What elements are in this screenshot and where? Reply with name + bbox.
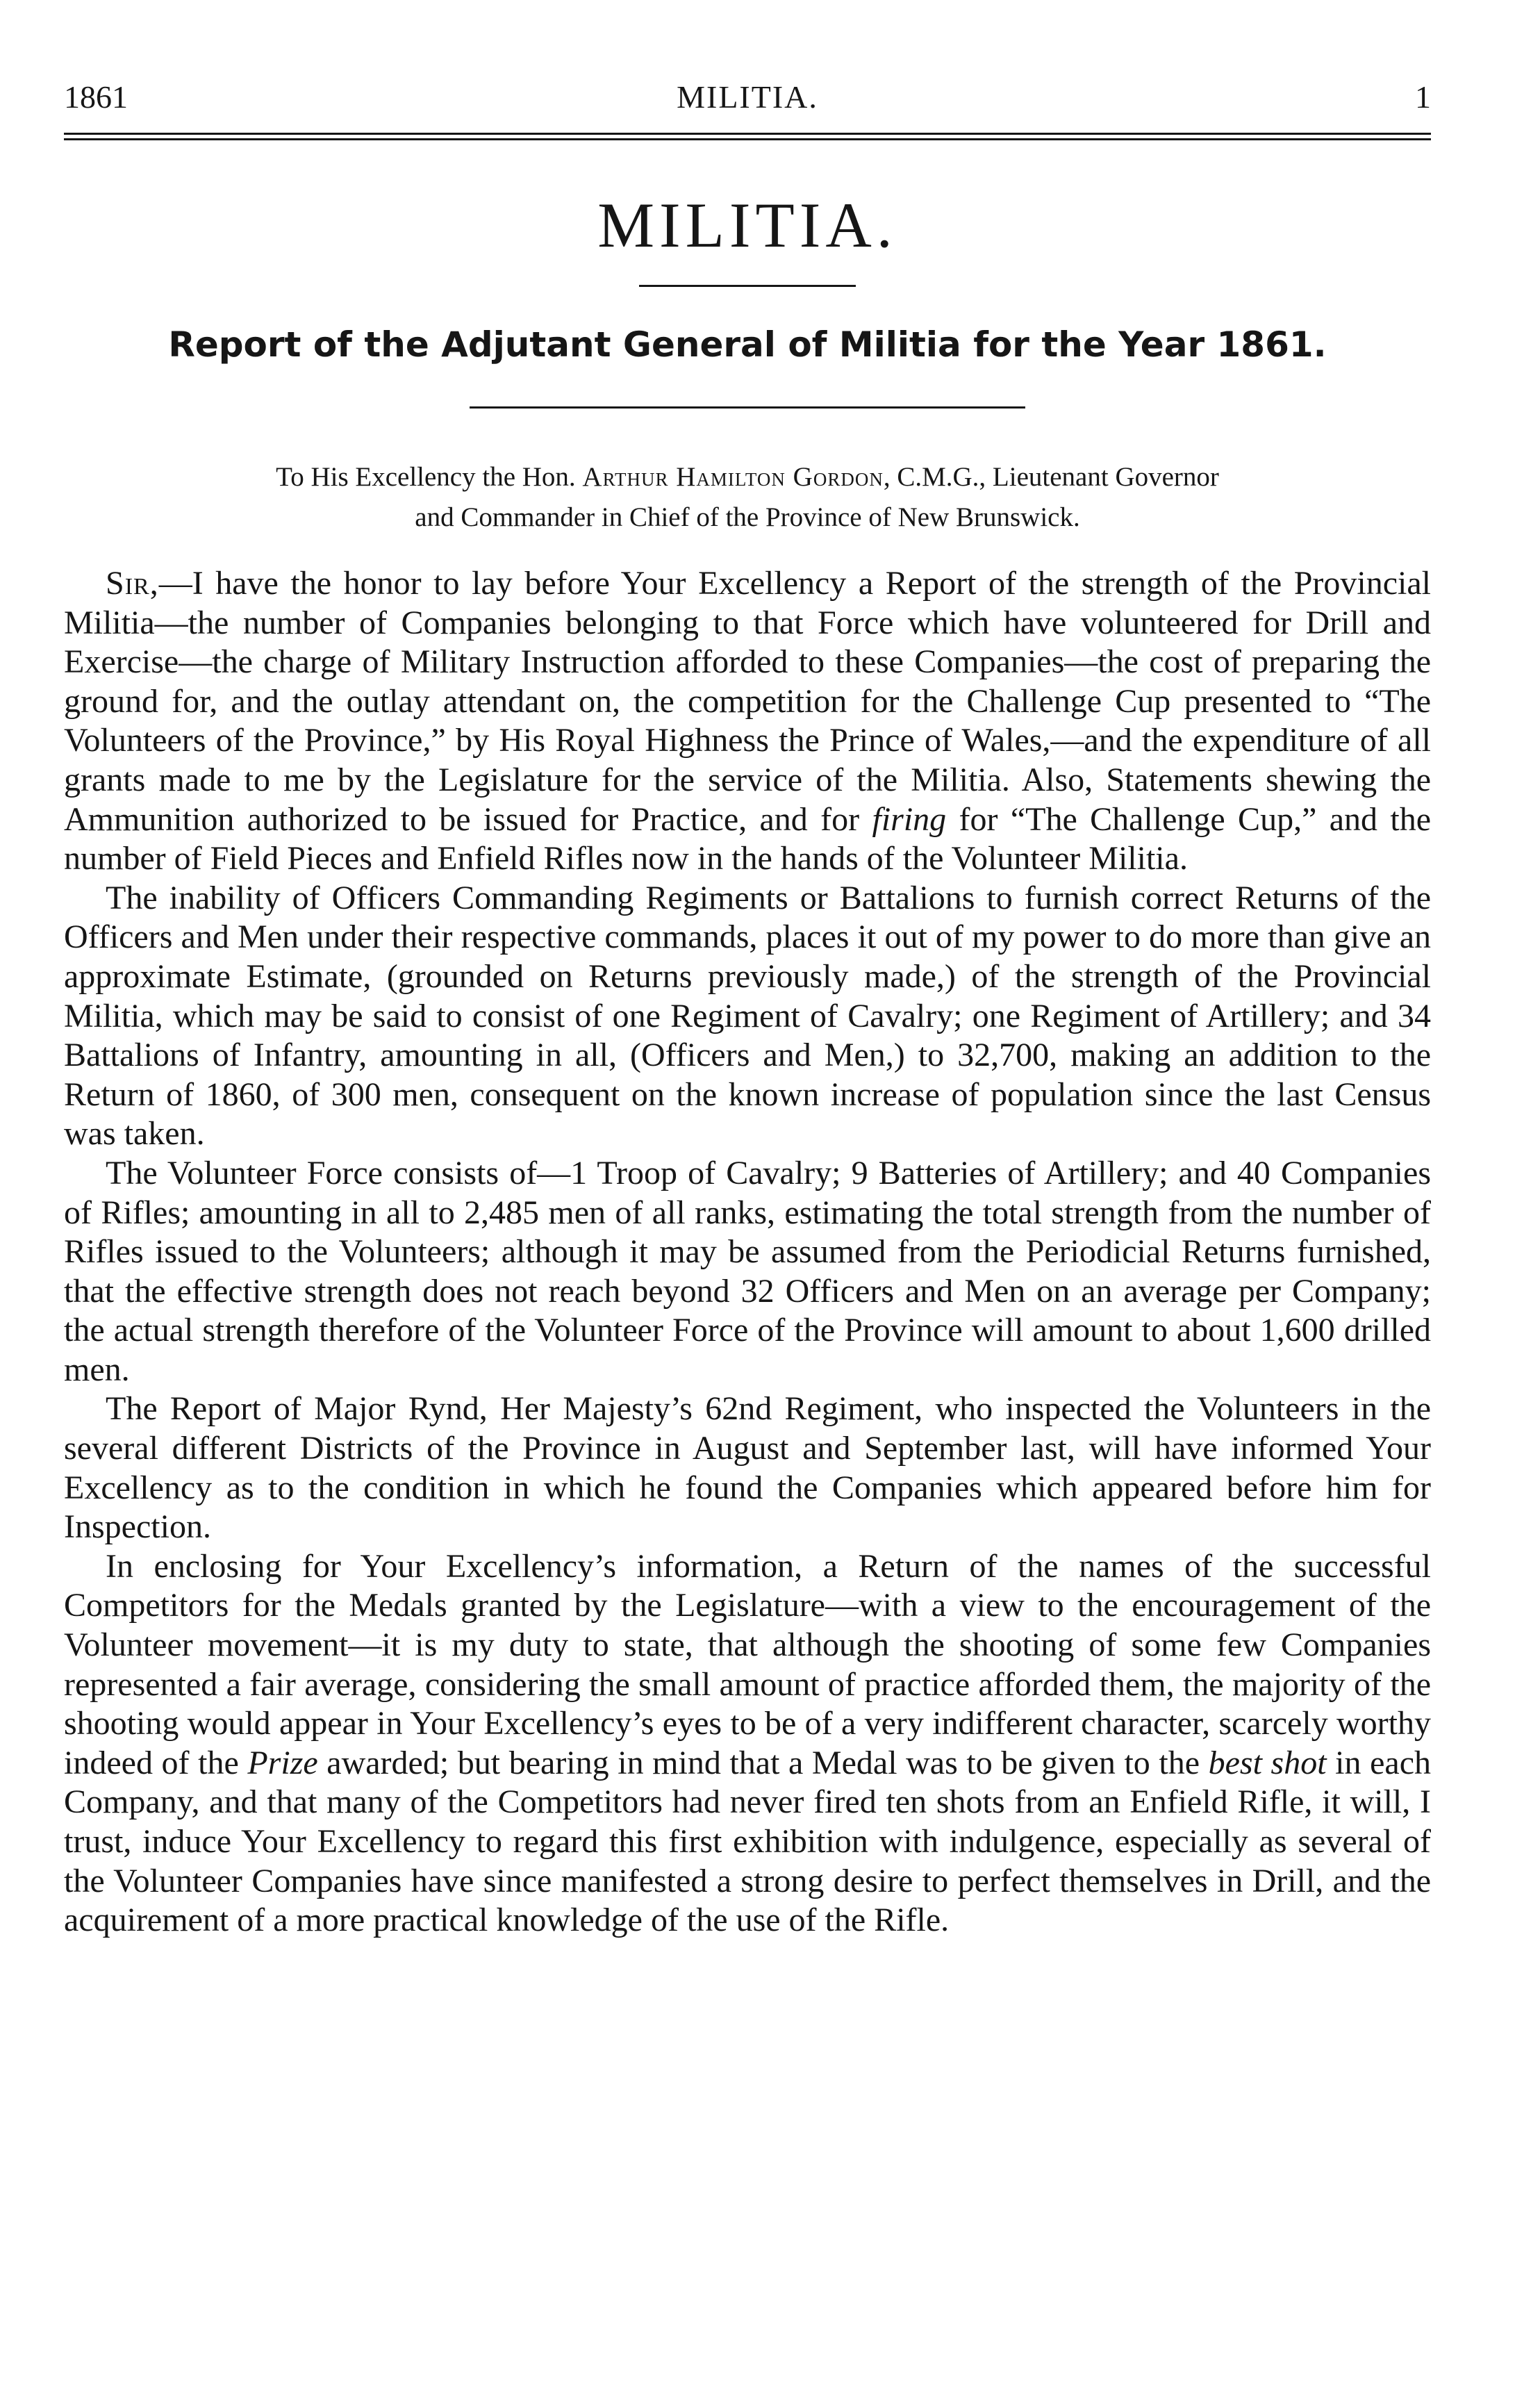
- address-line-2: and Commander in Chief of the Province of New Brunswick.: [415, 502, 1080, 532]
- report-subtitle: Report of the Adjutant General of Militia for the Year 1861.: [168, 324, 1327, 365]
- paragraph-1-text-b: for “The Challenge Cup,” and the number of Field Pieces and Enfield Rifles now in the hands of the Volunteer Militia.: [64, 800, 1432, 877]
- running-head: [64, 73, 1431, 122]
- paragraph-3: The Volunteer Force consists of—1 Troop of Cavalry; 9 Batteries of Artillery; and 40 Companies of Rifles; amounting in all to 2,485 men of all ranks, estimating the total strength from the number of Rifles issued to the Volunteers; although it may be assumed from the Periodicial Returns furnished, that the effective strength does not reach beyond 32 Officers and Men on an average per Company; the actual strength therefore of the Volunteer Force of the Province will amount to about 1,600 drilled men.: [64, 1154, 1431, 1388]
- header-double-rule: [64, 133, 1431, 140]
- address-prefix: To His Excellency the Hon.: [276, 462, 583, 492]
- page-number: 1: [1415, 79, 1431, 115]
- paragraph-5-text-c: in each Company, and that many of the Competitors had never fired ten shots from an Enfield Rifle, it will, I trust, induce Your Excellency to regard this first exhibition with indulgence, especially as several of the Volunteer Companies have since manifested a strong desire to perfect themselves in Drill, and the acquirement of a more practical knowledge of the use of the Rifle.: [64, 1744, 1432, 1939]
- page-title: MILITIA.: [597, 190, 897, 261]
- subtitle-rule: [470, 406, 1025, 409]
- paragraph-5-emphasis-best-shot: best shot: [1208, 1744, 1327, 1781]
- running-head-title: MILITIA.: [677, 79, 818, 115]
- address-suffix: , C.M.G., Lieutenant Governor: [883, 462, 1219, 492]
- running-head-year: 1861: [64, 79, 128, 115]
- paragraph-1: [64, 564, 1431, 879]
- paragraph-5: [64, 1547, 1431, 1940]
- paragraph-4: The Report of Major Rynd, Her Majesty’s 62nd Regiment, who inspected the Volunteers in the several different Districts of the Province in August and September last, will have informed Your Excellency as to the condition in which he found the Companies which appeared before him for Inspection.: [64, 1390, 1431, 1546]
- paragraph-2: The inability of Officers Commanding Regiments or Battalions to furnish correct Returns of the Officers and Men under their respective commands, places it out of my power to do more than give an approximate Estimate, (grounded on Returns previously made,) of the strength of the Provincial Militia, which may be said to consist of one Regiment of Cavalry; one Regiment of Artillery; and 34 Battalions of Infantry, amounting in all, (Officers and Men,) to 32,700, making an addition to the Return of 1860, of 300 men, consequent on the known increase of population since the last Census was taken.: [64, 879, 1431, 1153]
- address-line-1: [64, 457, 1431, 497]
- document-page: [64, 73, 1431, 1940]
- paragraph-5-emphasis-prize: Prize: [247, 1744, 318, 1781]
- title-rule: [639, 285, 856, 287]
- addressee-name: Arthur Hamilton Gordon: [582, 462, 884, 492]
- salutation: Sir,: [106, 565, 159, 602]
- paragraph-5-text-a: In enclosing for Your Excellency’s information, a Return of the names of the successful Competitors for the Medals granted by the Legislature—with a view to the encouragement of the Volunteer movement—it is my duty to state, that although the shooting of some few Companies represented a fair average, considering the small amount of practice afforded them, the majority of the shooting would appear in Your Excellency’s eyes to be of a very indifferent character, scarcely worthy indeed of the: [64, 1547, 1431, 1781]
- paragraph-1-text-a: —I have the honor to lay before Your Excellency a Report of the strength of the Provincial Militia—the number of Companies belonging to that Force which have volunteered for Drill and Exercise—the charge of Military Instruction afforded to these Companies—the cost of preparing the ground for, and the outlay attendant on, the competition for the Challenge Cup presented to “The Volunteers of the Province,” by His Royal Highness the Prince of Wales,—and the expenditure of all grants made to me by the Legislature for the service of the Militia. Also, Statements shewing the Ammunition authorized to be issued for Practice, and for: [64, 565, 1431, 838]
- paragraph-1-emphasis: firing: [872, 800, 947, 838]
- report-body: [64, 564, 1431, 1940]
- address-block: [64, 457, 1431, 538]
- paragraph-5-text-b: awarded; but bearing in mind that a Medal was to be given to the: [317, 1744, 1209, 1781]
